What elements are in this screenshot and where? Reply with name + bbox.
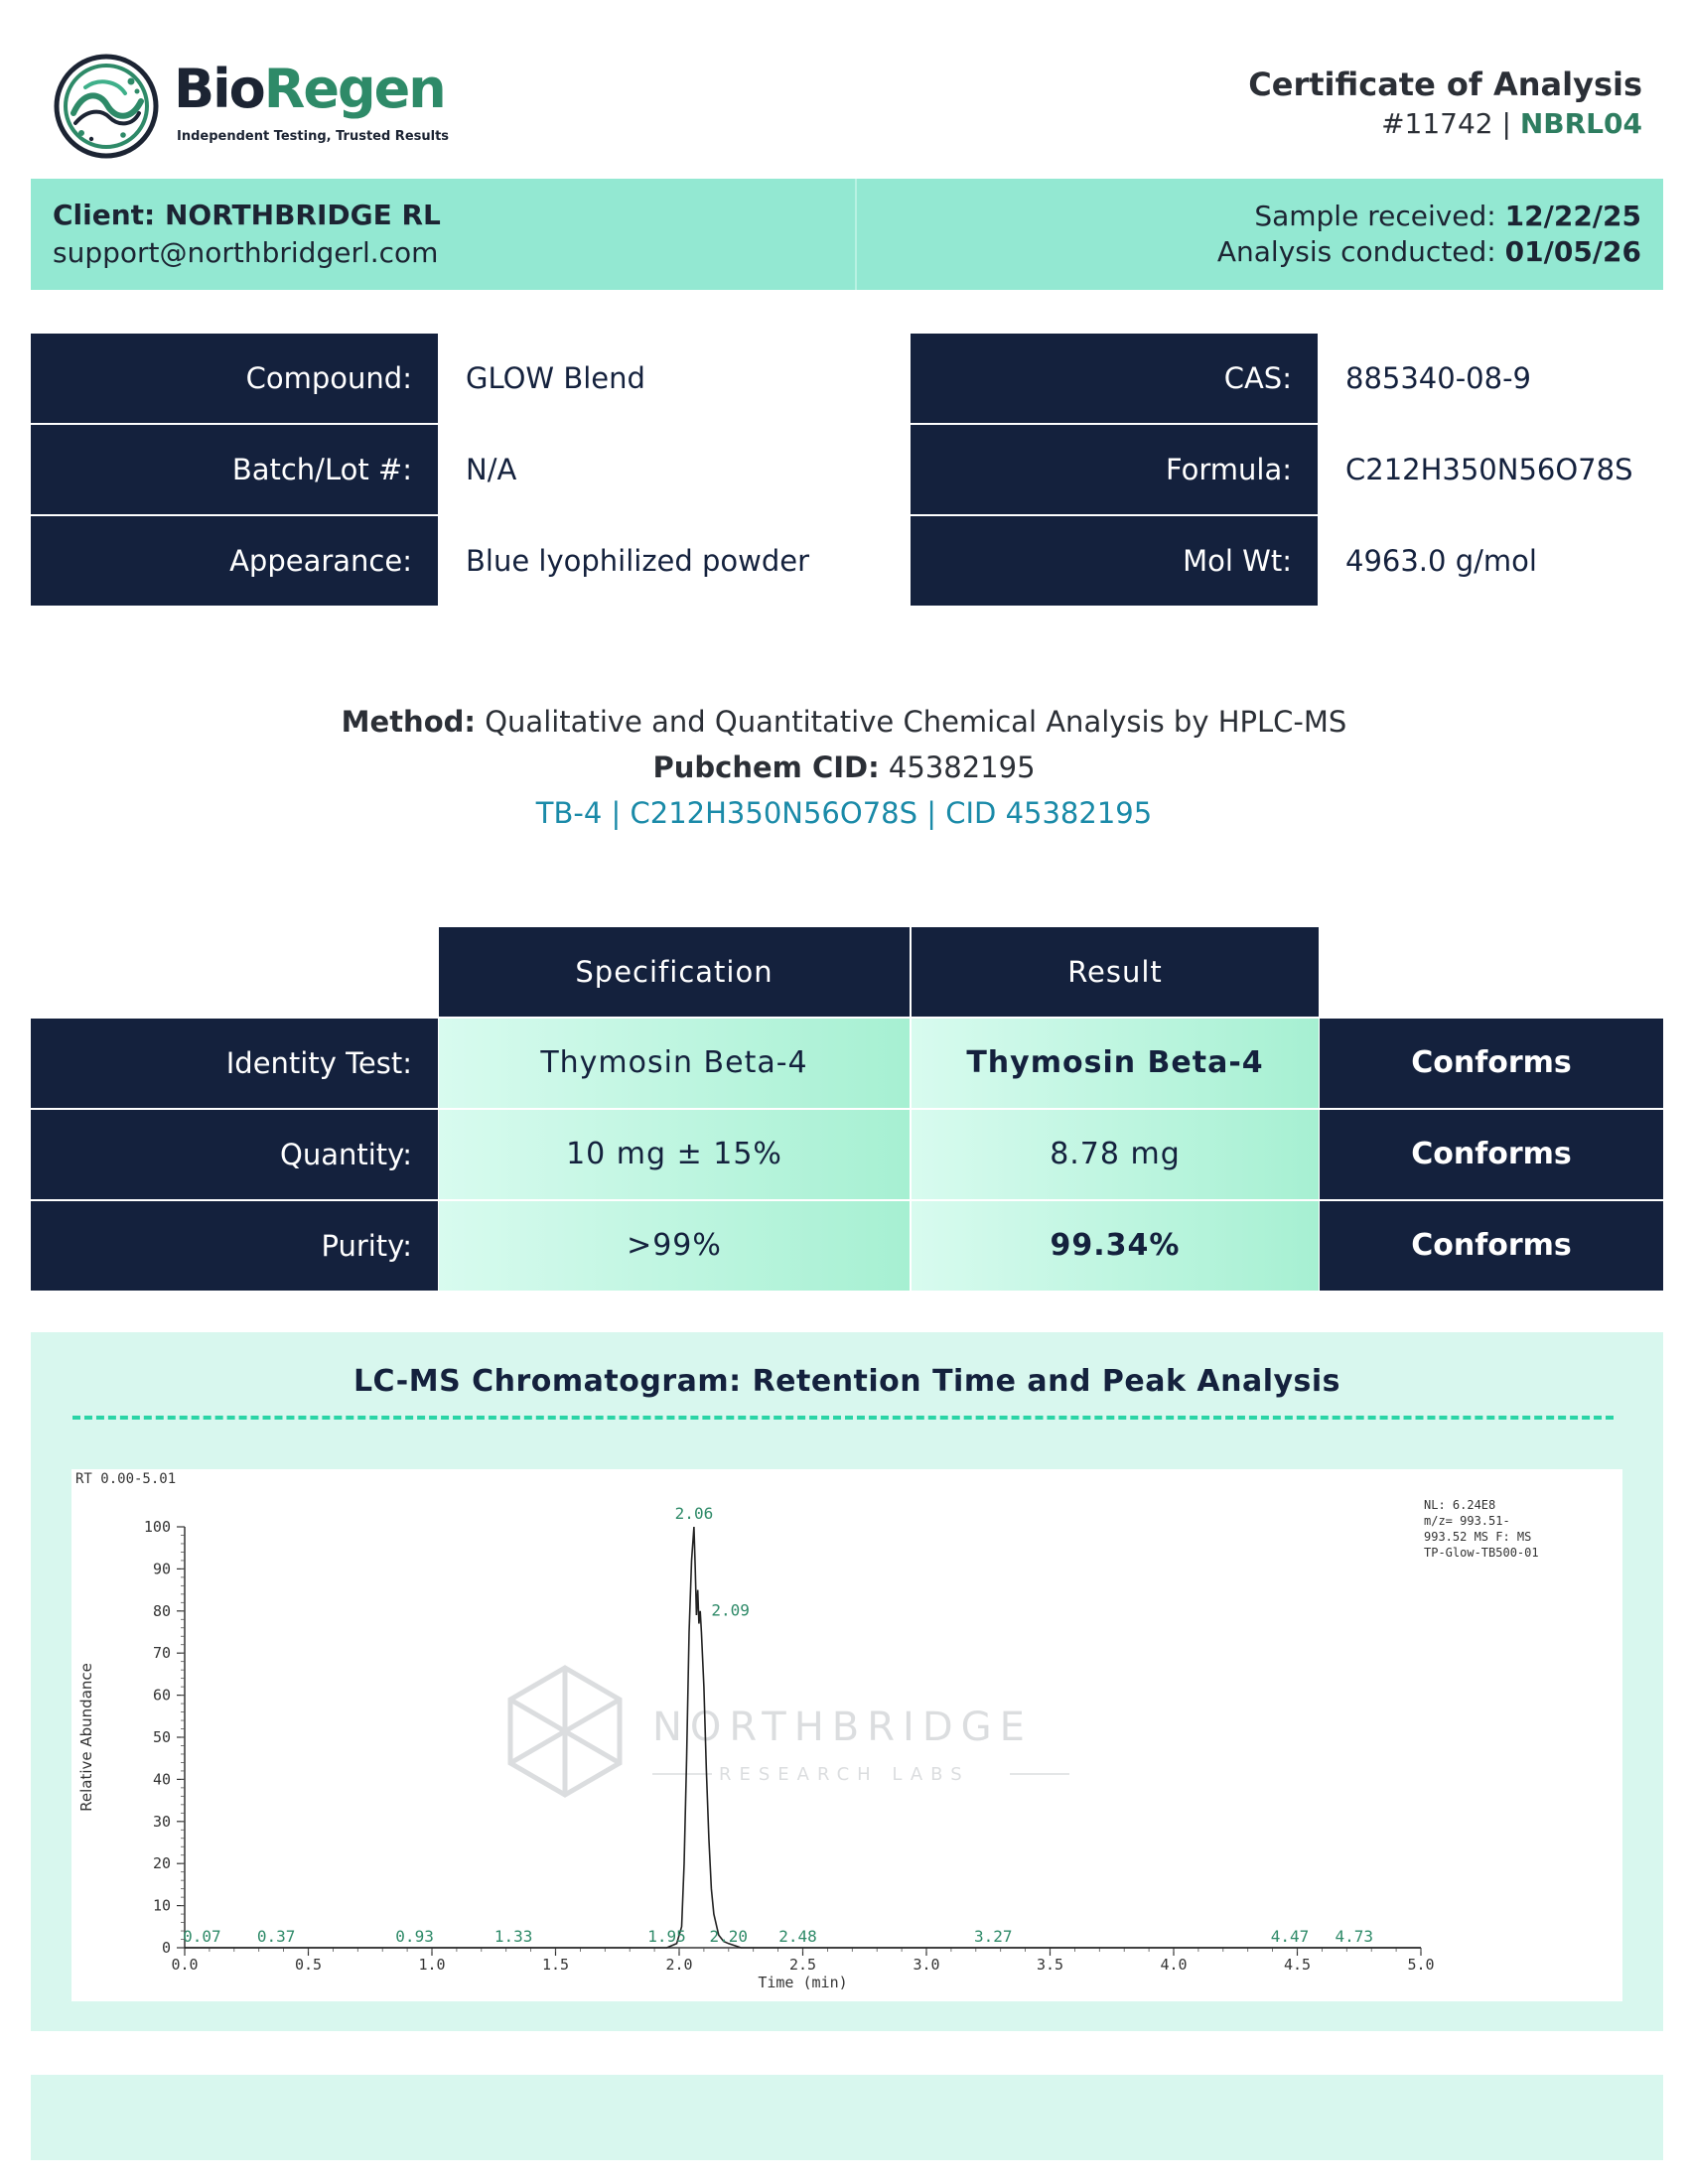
brand-logo — [52, 52, 469, 161]
x-tick-label: 2.0 — [665, 1956, 693, 1974]
certificate-number: #11742 — [1381, 107, 1493, 140]
watermark-cube-icon — [510, 1668, 620, 1795]
info-value: Blue lyophilized powder — [466, 544, 810, 578]
result-value: Thymosin Beta-4 — [912, 1019, 1319, 1108]
chromatogram-chart — [71, 1469, 1622, 2001]
y-tick-label: 70 — [152, 1644, 171, 1663]
info-label: Batch/Lot #: — [31, 425, 438, 514]
result-specification: >99% — [439, 1201, 910, 1291]
result-status: Conforms — [1320, 1019, 1663, 1108]
result-value: 99.34% — [912, 1201, 1319, 1291]
biorgen-logo-icon — [52, 52, 161, 161]
result-value: 8.78 mg — [912, 1110, 1319, 1199]
pubchem-label: Pubchem CID: — [652, 751, 880, 784]
peak-label: 2.20 — [709, 1927, 749, 1946]
chromatogram-image — [71, 1469, 1622, 2001]
sample-received-value: 12/22/25 — [1504, 200, 1641, 232]
scan-info-line: NL: 6.24E8 — [1424, 1498, 1496, 1512]
watermark — [510, 1668, 1069, 1795]
result-label: Identity Test: — [31, 1019, 438, 1108]
y-tick-label: 0 — [161, 1939, 171, 1957]
info-label: Appearance: — [31, 516, 438, 606]
brand-regen: Regen — [263, 58, 445, 120]
peak-label: 0.37 — [256, 1927, 296, 1946]
sample-dates — [1217, 199, 1641, 270]
y-tick-label: 40 — [152, 1770, 171, 1789]
x-tick-label: 4.0 — [1160, 1956, 1188, 1974]
info-label: CAS: — [911, 334, 1318, 423]
x-tick-label: 3.0 — [913, 1956, 940, 1974]
peak-label: 0.07 — [183, 1927, 221, 1946]
peak-label: 3.27 — [973, 1927, 1013, 1946]
client-name: Client: NORTHBRIDGE RL — [53, 199, 441, 231]
y-tick-label: 20 — [152, 1854, 171, 1873]
scan-info-line: 993.52 MS F: MS — [1424, 1530, 1532, 1544]
info-value: 4963.0 g/mol — [1345, 544, 1537, 578]
y-tick-label: 30 — [152, 1812, 171, 1831]
rt-range: RT 0.00-5.01 — [75, 1471, 177, 1487]
result-specification: Thymosin Beta-4 — [439, 1019, 910, 1108]
info-label: Mol Wt: — [911, 516, 1318, 606]
scan-info — [1424, 1498, 1539, 1560]
pubchem-value: 45382195 — [879, 751, 1036, 784]
method-label: Method: — [341, 705, 476, 739]
info-label: Compound: — [31, 334, 438, 423]
peak-label: 1.95 — [647, 1927, 686, 1946]
y-tick-label: 50 — [152, 1728, 171, 1746]
results-header-result: Result — [912, 927, 1319, 1017]
x-tick-label: 1.5 — [541, 1956, 570, 1974]
brand-bio: Bio — [174, 58, 264, 120]
y-tick-label: 60 — [152, 1686, 171, 1705]
certificate-code: NBRL04 — [1519, 107, 1642, 140]
x-tick-label: 1.0 — [418, 1956, 446, 1974]
watermark-main: NORTHBRIDGE — [652, 1705, 1033, 1750]
info-label: Formula: — [911, 425, 1318, 514]
result-specification: 10 mg ± 15% — [439, 1110, 910, 1199]
sample-received — [1217, 199, 1641, 234]
client-band — [31, 179, 1663, 290]
peak-label: 2.06 — [674, 1504, 714, 1523]
method-line — [0, 699, 1688, 745]
client-band-divider — [855, 179, 857, 290]
certificate-title: Certificate of Analysis — [1248, 66, 1642, 103]
result-status: Conforms — [1320, 1110, 1663, 1199]
client-email: support@northbridgerl.com — [53, 236, 439, 269]
method-text: Qualitative and Quantitative Chemical Analysis by HPLC-MS — [476, 705, 1347, 739]
info-value: GLOW Blend — [466, 361, 645, 395]
client-info — [53, 197, 441, 272]
peak-label: 2.09 — [711, 1600, 750, 1620]
analysis-conducted — [1217, 234, 1641, 270]
certificate-separator: | — [1492, 107, 1520, 140]
peak-label: 0.93 — [395, 1927, 434, 1946]
info-value: 885340-08-9 — [1345, 361, 1531, 395]
chromatogram-title: LC-MS Chromatogram: Retention Time and Peak Analysis — [352, 1364, 1341, 1399]
x-tick-label: 5.0 — [1407, 1956, 1435, 1974]
peak-label: 4.73 — [1335, 1927, 1374, 1946]
info-value: C212H350N56O78S — [1345, 453, 1633, 486]
result-status: Conforms — [1320, 1201, 1663, 1291]
x-tick-label: 4.5 — [1283, 1956, 1312, 1974]
peak-label: 2.48 — [778, 1927, 817, 1946]
peak-label: 1.33 — [493, 1927, 533, 1946]
analysis-conducted-value: 01/05/26 — [1504, 235, 1641, 268]
sample-received-label: Sample received: — [1254, 200, 1505, 232]
x-tick-label: 2.5 — [788, 1956, 817, 1974]
watermark-sub: RESEARCH LABS — [719, 1764, 970, 1785]
y-tick-label: 80 — [152, 1601, 171, 1620]
result-label: Purity: — [31, 1201, 438, 1291]
y-axis-label: Relative Abundance — [77, 1663, 95, 1812]
x-tick-label: 0.0 — [171, 1956, 199, 1974]
y-tick-label: 100 — [143, 1518, 171, 1536]
x-axis-label: Time (min) — [758, 1974, 848, 1991]
y-tick-label: 10 — [152, 1896, 171, 1915]
certificate-id — [1248, 107, 1642, 140]
brand-tagline: Independent Testing, Trusted Results — [177, 129, 450, 144]
y-tick-label: 90 — [152, 1560, 171, 1578]
footer-band — [31, 2075, 1663, 2160]
chromatogram-panel — [31, 1332, 1663, 2031]
pubchem-link[interactable]: TB-4 | C212H350N56O78S | CID 45382195 — [535, 796, 1153, 830]
peak-label: 4.47 — [1270, 1927, 1310, 1946]
result-row-quantity — [31, 1110, 1663, 1199]
scan-info-line: m/z= 993.51- — [1424, 1514, 1510, 1528]
scan-info-line: TP-Glow-TB500-01 — [1424, 1546, 1539, 1560]
x-tick-label: 0.5 — [294, 1956, 323, 1974]
result-row-purity — [31, 1201, 1663, 1291]
analysis-conducted-label: Analysis conducted: — [1216, 235, 1505, 268]
pubchem-line — [0, 745, 1688, 790]
brand-name — [174, 58, 445, 120]
result-label: Quantity: — [31, 1110, 438, 1199]
certificate-header — [1248, 66, 1642, 140]
results-header-specification: Specification — [439, 927, 910, 1017]
info-value: N/A — [466, 453, 517, 486]
chromatogram-divider — [72, 1416, 1614, 1420]
x-tick-label: 3.5 — [1036, 1956, 1064, 1974]
method-section — [0, 699, 1688, 836]
result-row-identity — [31, 1019, 1663, 1108]
